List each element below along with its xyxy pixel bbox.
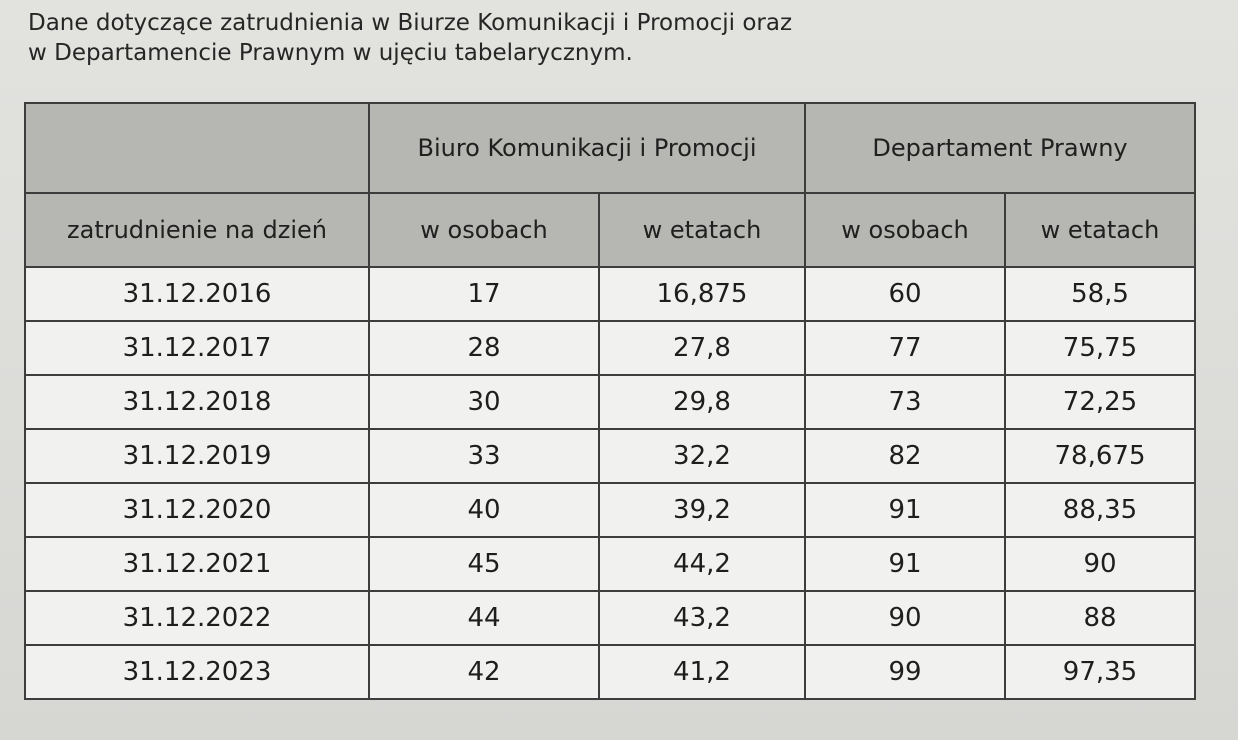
cell-bk-etaty: 32,2 bbox=[599, 429, 805, 483]
cell-dp-osoby: 73 bbox=[805, 375, 1005, 429]
cell-date: 31.12.2017 bbox=[25, 321, 369, 375]
caption-line-1: Dane dotyczące zatrudnienia w Biurze Komunikacji i Promocji oraz bbox=[28, 10, 793, 36]
cell-dp-osoby: 82 bbox=[805, 429, 1005, 483]
cell-dp-etaty: 88 bbox=[1005, 591, 1195, 645]
cell-bk-etaty: 27,8 bbox=[599, 321, 805, 375]
table-row bbox=[25, 267, 1195, 321]
cell-bk-etaty: 29,8 bbox=[599, 375, 805, 429]
group-header-biuro: Biuro Komunikacji i Promocji bbox=[369, 103, 805, 193]
sub-header-biuro-osobach: w osobach bbox=[369, 193, 599, 267]
cell-bk-osoby: 40 bbox=[369, 483, 599, 537]
cell-bk-osoby: 33 bbox=[369, 429, 599, 483]
table-row bbox=[25, 375, 1195, 429]
sub-header-biuro-etatach: w etatach bbox=[599, 193, 805, 267]
cell-date: 31.12.2020 bbox=[25, 483, 369, 537]
caption-line-2: w Departamencie Prawnym w ujęciu tabelarycznym. bbox=[28, 40, 633, 66]
cell-bk-etaty: 41,2 bbox=[599, 645, 805, 699]
cell-bk-osoby: 28 bbox=[369, 321, 599, 375]
cell-date: 31.12.2021 bbox=[25, 537, 369, 591]
sub-header-dep-osobach: w osobach bbox=[805, 193, 1005, 267]
cell-date: 31.12.2023 bbox=[25, 645, 369, 699]
sub-header-row bbox=[25, 193, 1195, 267]
cell-dp-osoby: 77 bbox=[805, 321, 1005, 375]
group-header-departament: Departament Prawny bbox=[805, 103, 1195, 193]
cell-date: 31.12.2019 bbox=[25, 429, 369, 483]
cell-dp-osoby: 90 bbox=[805, 591, 1005, 645]
cell-bk-osoby: 42 bbox=[369, 645, 599, 699]
cell-dp-osoby: 99 bbox=[805, 645, 1005, 699]
cell-dp-osoby: 91 bbox=[805, 483, 1005, 537]
empty-corner-cell bbox=[25, 103, 369, 193]
employment-table bbox=[24, 102, 1196, 700]
table-row bbox=[25, 591, 1195, 645]
cell-dp-etaty: 58,5 bbox=[1005, 267, 1195, 321]
cell-dp-etaty: 78,675 bbox=[1005, 429, 1195, 483]
table-row bbox=[25, 645, 1195, 699]
cell-date: 31.12.2018 bbox=[25, 375, 369, 429]
table-row bbox=[25, 483, 1195, 537]
table-row bbox=[25, 321, 1195, 375]
table-row bbox=[25, 429, 1195, 483]
cell-dp-etaty: 75,75 bbox=[1005, 321, 1195, 375]
cell-bk-osoby: 45 bbox=[369, 537, 599, 591]
cell-dp-etaty: 97,35 bbox=[1005, 645, 1195, 699]
table-caption bbox=[28, 8, 1128, 68]
cell-bk-etaty: 44,2 bbox=[599, 537, 805, 591]
table-row bbox=[25, 537, 1195, 591]
sub-header-dep-etatach: w etatach bbox=[1005, 193, 1195, 267]
cell-dp-etaty: 72,25 bbox=[1005, 375, 1195, 429]
sub-header-date: zatrudnienie na dzień bbox=[25, 193, 369, 267]
cell-dp-etaty: 90 bbox=[1005, 537, 1195, 591]
cell-bk-etaty: 43,2 bbox=[599, 591, 805, 645]
cell-dp-osoby: 60 bbox=[805, 267, 1005, 321]
cell-dp-osoby: 91 bbox=[805, 537, 1005, 591]
cell-bk-osoby: 17 bbox=[369, 267, 599, 321]
cell-bk-osoby: 44 bbox=[369, 591, 599, 645]
cell-bk-osoby: 30 bbox=[369, 375, 599, 429]
group-header-row bbox=[25, 103, 1195, 193]
cell-bk-etaty: 16,875 bbox=[599, 267, 805, 321]
cell-dp-etaty: 88,35 bbox=[1005, 483, 1195, 537]
cell-bk-etaty: 39,2 bbox=[599, 483, 805, 537]
cell-date: 31.12.2022 bbox=[25, 591, 369, 645]
cell-date: 31.12.2016 bbox=[25, 267, 369, 321]
